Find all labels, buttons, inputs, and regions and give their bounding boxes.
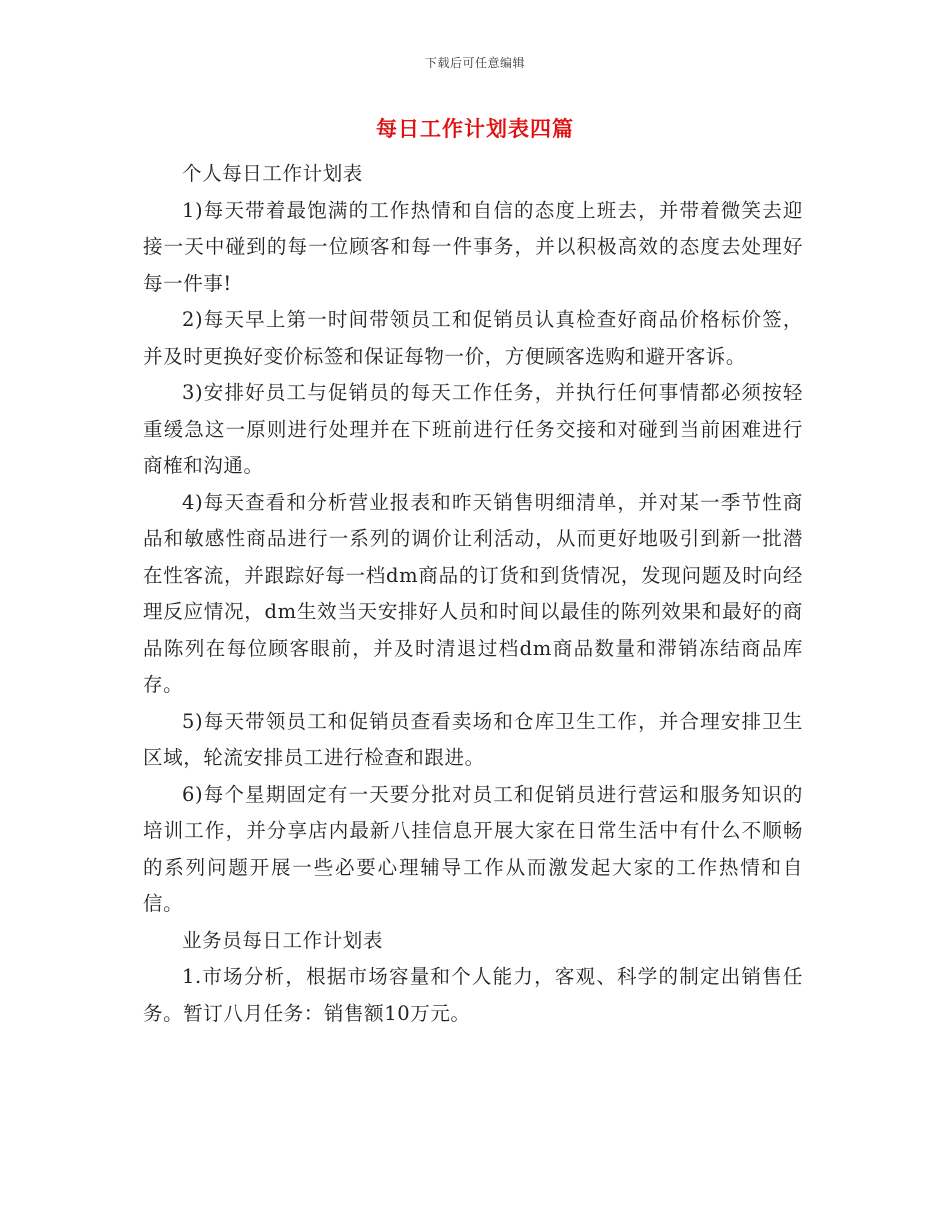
paragraph-item-1: 1)每天带着最饱满的工作热情和自信的态度上班去，并带着微笑去迎接一天中碰到的每一位顾客和每一件事务，并以积极高效的态度去处理好每一件事! <box>143 198 803 295</box>
paragraph-item-4: 4)每天查看和分析营业报表和昨天销售明细清单，并对某一季节性商品和敏感性商品进行一系列的调价让利活动，从而更好地吸引到新一批潜在性客流，并跟踪好每一档dm商品的订货和到货情况，发现问题及时向经理反应情况，dm生效当天安排好人员和时间以最佳的陈列效果和最好的商品陈列在每位顾客眼前，并及时清退过档dm商品数量和滞销冻结商品库存。 <box>143 490 803 696</box>
paragraph-item-3: 3)安排好员工与促销员的每天工作任务，并执行任何事情都必须按轻重缓急这一原则进行处理并在下班前进行任务交接和对碰到当前困难进行商榷和沟通。 <box>143 381 803 477</box>
document-body <box>143 156 803 1032</box>
paragraph-item-2: 2)每天早上第一时间带领员工和促销员认真检查好商品价格标价签，并及时更换好变价标签和保证每物一价，方便顾客选购和避开客诉。 <box>143 308 803 368</box>
paragraph-item-5: 5)每天带领员工和促销员查看卖场和仓库卫生工作，并合理安排卫生区域，轮流安排员工进行检查和跟进。 <box>143 709 803 769</box>
section-heading-salesperson: 业务员每日工作计划表 <box>182 928 384 952</box>
section-heading-personal: 个人每日工作计划表 <box>182 162 363 185</box>
document-title: 每日工作计划表四篇 <box>376 116 574 141</box>
page-header-note: 下载后可任意编辑 <box>424 56 525 70</box>
paragraph-item-6: 6)每个星期固定有一天要分批对员工和促销员进行营运和服务知识的培训工作，并分享店内最新八挂信息开展大家在日常生活中有什么不顺畅的系列问题开展一些必要心理辅导工作从而激发起大家的工作热情和自信。 <box>143 782 803 915</box>
paragraph-sales-item-1: 1.市场分析，根据市场容量和个人能力，客观、科学的制定出销售任务。暂订八月任务：销售额10万元。 <box>143 965 803 1025</box>
